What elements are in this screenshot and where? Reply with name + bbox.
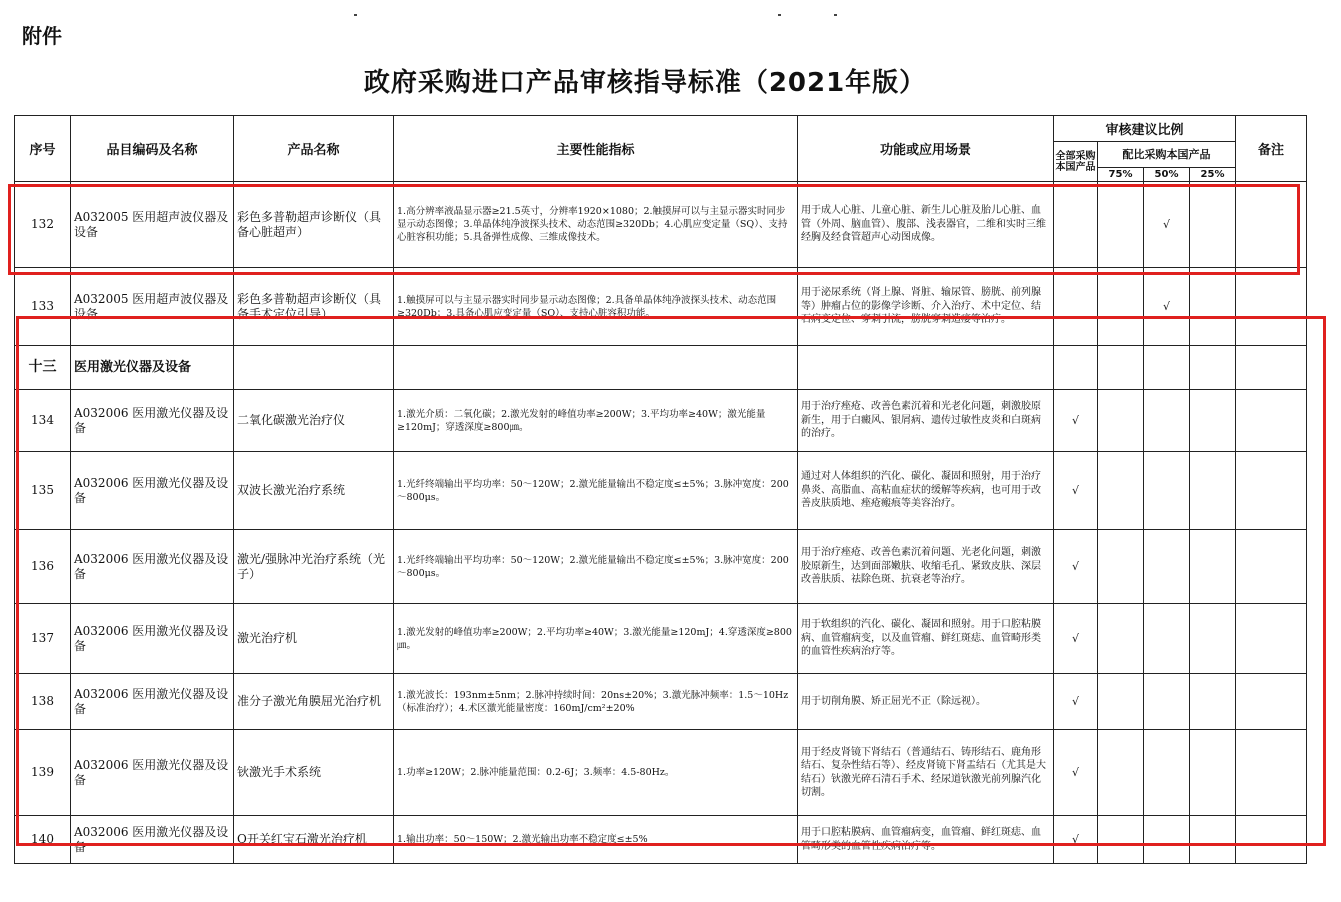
row-no: 135: [15, 452, 71, 530]
row-spec: 1.触摸屏可以与主显示器实时同步显示动态图像；2.具备单晶体纯净波探头技术、动态范围≥320Db；3.具备心肌应变定量（SQ）、支持心脏容积功能。: [394, 268, 798, 346]
category-row: [15, 346, 1307, 390]
row-code: A032006 医用激光仪器及设备: [71, 604, 234, 674]
row-use: 通过对人体组织的汽化、碳化、凝固和照射，用于治疗鼻炎、高脂血、高粘血症状的缓解等疾病，也可用于改善皮肤质地、痤疮瘢痕等美容治疗。: [798, 452, 1054, 530]
row-product: 激光/强脉冲光治疗系统（光子）: [234, 530, 394, 604]
row-product: 准分子激光角膜屈光治疗机: [234, 674, 394, 730]
row-no: 136: [15, 530, 71, 604]
row-no: 133: [15, 268, 71, 346]
row-all: √: [1054, 390, 1098, 452]
table-row: [15, 390, 1307, 452]
category-name: 医用激光仪器及设备: [71, 346, 234, 390]
table-row: [15, 452, 1307, 530]
row-code: A032006 医用激光仪器及设备: [71, 730, 234, 816]
row-50: √: [1144, 182, 1190, 268]
table-row: [15, 816, 1307, 864]
row-code: A032006 医用激光仪器及设备: [71, 530, 234, 604]
row-code: A032006 医用激光仪器及设备: [71, 390, 234, 452]
row-no: 138: [15, 674, 71, 730]
row-25: [1190, 268, 1236, 346]
row-75: [1098, 182, 1144, 268]
row-use: 用于经皮肾镜下肾结石（普通结石、铸形结石、鹿角形结石、复杂性结石等）、经皮肾镜下肾盂结石（尤其是大结石）钬激光碎石清石手术、经尿道钬激光前列腺汽化切割。: [798, 730, 1054, 816]
row-use: 用于软组织的汽化、碳化、凝固和照射。用于口腔粘膜病、血管瘤病变，以及血管瘤、鲜红斑痣、血管畸形类的血管性疾病治疗等。: [798, 604, 1054, 674]
header-75: 75%: [1098, 168, 1144, 182]
row-product: 双波长激光治疗系统: [234, 452, 394, 530]
row-spec: 1.激光介质：二氧化碳；2.激光发射的峰值功率≥200W；3.平均功率≥40W；激光能量≥120mJ；穿透深度≥800㎛。: [394, 390, 798, 452]
row-all: √: [1054, 452, 1098, 530]
row-no: 140: [15, 816, 71, 864]
row-use: 用于泌尿系统（肾上腺、肾脏、输尿管、膀胱、前列腺等）肿瘤占位的影像学诊断、介入治疗、术中定位、结石病变定位、穿刺引流，膀胱穿刺造瘘等治疗。: [798, 268, 1054, 346]
header-25: 25%: [1190, 168, 1236, 182]
row-code: A032006 医用激光仪器及设备: [71, 452, 234, 530]
row-product: 激光治疗机: [234, 604, 394, 674]
row-code: A032005 医用超声波仪器及设备: [71, 268, 234, 346]
row-product: Q开关红宝石激光治疗机: [234, 816, 394, 864]
header-product: 产品名称: [234, 116, 394, 182]
header-ratio: 审核建议比例: [1054, 116, 1236, 142]
row-use: 用于成人心脏、儿童心脏、新生儿心脏及胎儿心脏、血管（外周、脑血管）、腹部、浅表器官，二维和实时三维经胸及经食管超声心动图成像。: [798, 182, 1054, 268]
row-spec: 1.激光发射的峰值功率≥200W；2.平均功率≥40W；3.激光能量≥120mJ；4.穿透深度≥800㎛。: [394, 604, 798, 674]
row-all: √: [1054, 674, 1098, 730]
row-use: 用于治疗痤疮、改善色素沉着和光老化问题，刺激胶原新生，用于白癜风、银屑病、遗传过敏性皮炎和白斑病的治疗。: [798, 390, 1054, 452]
table-row: [15, 604, 1307, 674]
row-code: A032006 医用激光仪器及设备: [71, 674, 234, 730]
document-title: 政府采购进口产品审核指导标准（2021年版）: [363, 68, 927, 98]
row-no: 134: [15, 390, 71, 452]
row-spec: 1.光纤终端输出平均功率：50～120W；2.激光能量输出不稳定度≤±5%；3.脉冲宽度：200～800μs。: [394, 452, 798, 530]
header-50: 50%: [1144, 168, 1190, 182]
row-use: 用于切削角膜、矫正屈光不正（除远视）。: [798, 674, 1054, 730]
category-no: 十三: [15, 346, 71, 390]
row-spec: 1.功率≥120W；2.脉冲能量范围：0.2-6J；3.频率：4.5-80Hz。: [394, 730, 798, 816]
header-code: 品目编码及名称: [71, 116, 234, 182]
row-all: √: [1054, 730, 1098, 816]
standards-table: [14, 115, 1307, 864]
row-product: 彩色多普勒超声诊断仪（具备手术定位引导）: [234, 268, 394, 346]
scan-speck: [834, 14, 837, 16]
row-75: [1098, 268, 1144, 346]
scan-speck: [778, 14, 781, 16]
header-no: 序号: [15, 116, 71, 182]
table-row: [15, 182, 1307, 268]
table-row: [15, 730, 1307, 816]
header-partial: 配比采购本国产品: [1098, 142, 1236, 168]
row-spec: 1.输出功率：50～150W；2.激光输出功率不稳定度≤±5%: [394, 816, 798, 864]
scan-speck: [354, 14, 357, 16]
row-product: 彩色多普勒超声诊断仪（具备心脏超声）: [234, 182, 394, 268]
row-remark: [1236, 182, 1307, 268]
row-spec: 1.高分辨率液晶显示器≥21.5英寸，分辨率1920×1080；2.触摸屏可以与主显示器实时同步显示动态图像；3.单晶体纯净波探头技术、动态范围≥320Db；4.心肌应变定量（SQ）、支持心脏容积功能；5.具备弹性成像、三维成像技术。: [394, 182, 798, 268]
row-use: 用于口腔粘膜病、血管瘤病变，血管瘤、鲜红斑痣、血管畸形类的血管性疾病治疗等。: [798, 816, 1054, 864]
row-code: A032006 医用激光仪器及设备: [71, 816, 234, 864]
row-no: 132: [15, 182, 71, 268]
row-product: 二氧化碳激光治疗仪: [234, 390, 394, 452]
row-all: [1054, 268, 1098, 346]
row-spec: 1.光纤终端输出平均功率：50～120W；2.激光能量输出不稳定度≤±5%；3.脉冲宽度：200～800μs。: [394, 530, 798, 604]
header-use: 功能或应用场景: [798, 116, 1054, 182]
row-all: √: [1054, 530, 1098, 604]
row-spec: 1.激光波长：193nm±5nm；2.脉冲持续时间：20ns±20%；3.激光脉冲频率：1.5～10Hz（标准治疗）；4.术区激光能量密度：160mJ/cm²±20%: [394, 674, 798, 730]
attachment-label: 附件: [22, 24, 62, 48]
header-spec: 主要性能指标: [394, 116, 798, 182]
table-row: [15, 268, 1307, 346]
row-25: [1190, 182, 1236, 268]
table-row: [15, 530, 1307, 604]
row-product: 钬激光手术系统: [234, 730, 394, 816]
row-remark: [1236, 268, 1307, 346]
row-no: 139: [15, 730, 71, 816]
row-50: √: [1144, 268, 1190, 346]
table-row: [15, 674, 1307, 730]
header-remark: 备注: [1236, 116, 1307, 182]
row-use: 用于治疗痤疮、改善色素沉着问题、光老化问题，刺激胶原新生，达到面部嫩肤、收缩毛孔、紧致皮肤、深层改善肤质、祛除色斑、抗衰老等治疗。: [798, 530, 1054, 604]
row-all: √: [1054, 816, 1098, 864]
row-all: √: [1054, 604, 1098, 674]
row-all: [1054, 182, 1098, 268]
header-all-domestic: 全部采购本国产品: [1054, 142, 1098, 182]
row-no: 137: [15, 604, 71, 674]
row-code: A032005 医用超声波仪器及设备: [71, 182, 234, 268]
